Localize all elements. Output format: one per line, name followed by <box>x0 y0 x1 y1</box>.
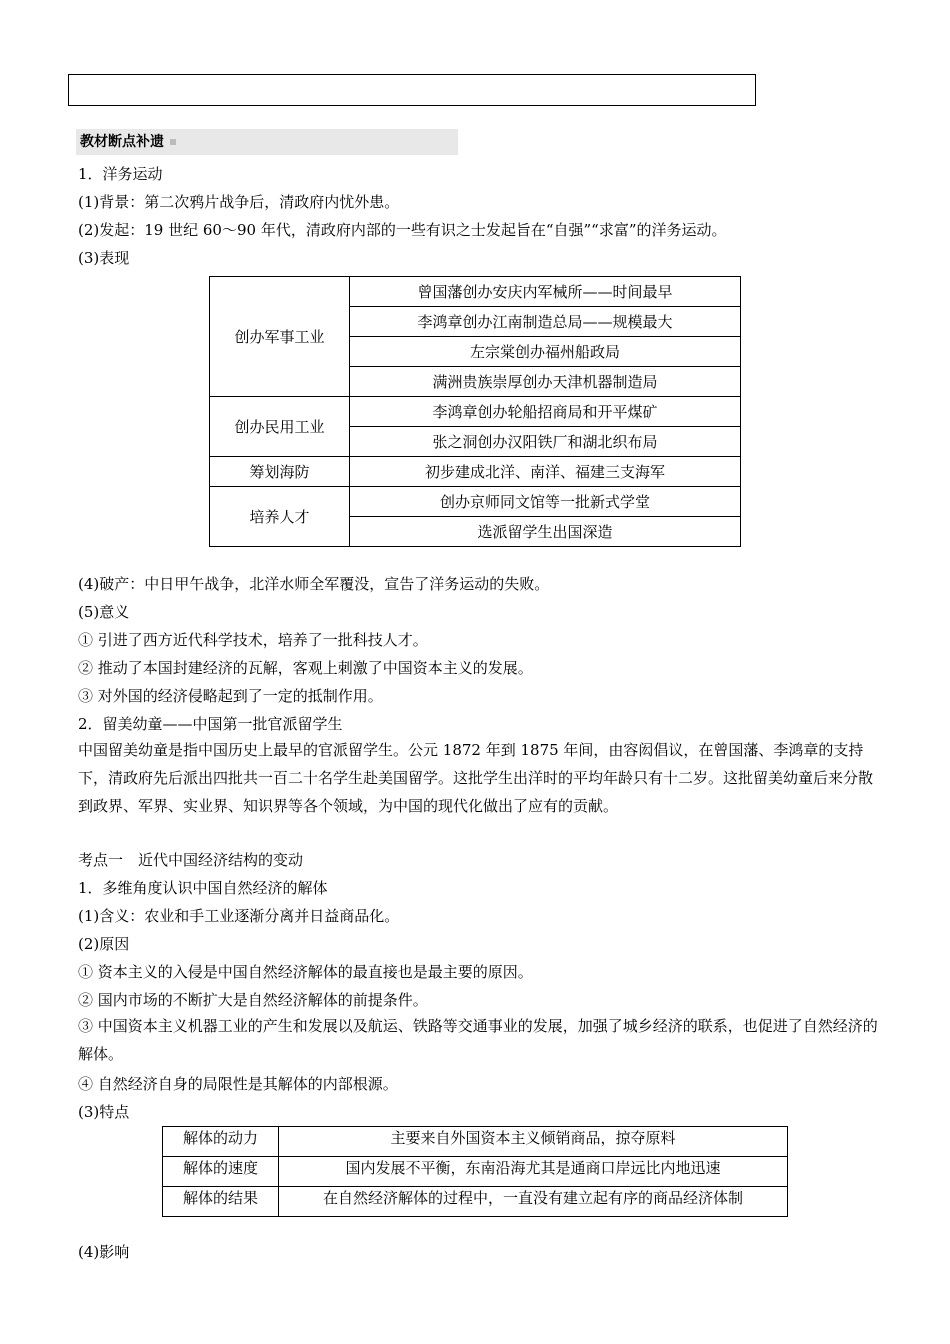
table-cell: 李鸿章创办江南制造总局——规模最大 <box>350 307 741 337</box>
features-table <box>162 1126 788 1217</box>
cell-defense: 筹划海防 <box>210 457 350 487</box>
table-cell: 曾国藩创办安庆内军械所——时间最早 <box>350 277 741 307</box>
table-cell: 在自然经济解体的过程中，一直没有建立起有序的商品经济体制 <box>279 1187 788 1217</box>
cell-military: 创办军事工业 <box>210 277 350 397</box>
manifest-heading: (3)表现 <box>78 249 130 267</box>
table-cell: 解体的速度 <box>163 1157 279 1187</box>
header-box <box>68 74 756 106</box>
table-cell: 满洲贵族崇厚创办天津机器制造局 <box>350 367 741 397</box>
section-title: 教材断点补遗 <box>80 134 164 150</box>
reason-2: ② 国内市场的不断扩大是自然经济解体的前提条件。 <box>78 991 428 1009</box>
table-cell: 解体的动力 <box>163 1127 279 1157</box>
table-cell: 李鸿章创办轮船招商局和开平煤矿 <box>350 397 741 427</box>
features-heading: (3)特点 <box>78 1103 130 1121</box>
reason-4: ④ 自然经济自身的局限性是其解体的内部根源。 <box>78 1075 398 1093</box>
significance-3: ③ 对外国的经济侵略起到了一定的抵制作用。 <box>78 687 383 705</box>
heading-2: 2．留美幼童——中国第一批官派留学生 <box>78 715 343 733</box>
heading-1: 1．洋务运动 <box>78 165 163 183</box>
origin-text: (2)发起：19 世纪 60～90 年代，清政府内部的一些有识之士发起旨在“自强”“求富”的洋务运动。 <box>78 221 727 239</box>
cell-civil: 创办民用工业 <box>210 397 350 457</box>
table-cell: 选派留学生出国深造 <box>350 517 741 547</box>
significance-heading: (5)意义 <box>78 603 130 621</box>
impact-heading: (4)影响 <box>78 1243 130 1261</box>
reason-heading: (2)原因 <box>78 935 130 953</box>
reason-3: ③ 中国资本主义机器工业的产生和发展以及航运、铁路等交通事业的发展，加强了城乡经济的联系，也促进了自然经济的解体。 <box>78 1017 878 1063</box>
westernization-table <box>209 276 741 547</box>
table-cell: 左宗棠创办福州船政局 <box>350 337 741 367</box>
table-cell: 主要来自外国资本主义倾销商品，掠夺原料 <box>279 1127 788 1157</box>
sub-heading-1: 1．多维角度认识中国自然经济的解体 <box>78 879 328 897</box>
square-icon <box>170 139 176 145</box>
significance-1: ① 引进了西方近代科学技术，培养了一批科技人才。 <box>78 631 428 649</box>
significance-2: ② 推动了本国封建经济的瓦解，客观上刺激了中国资本主义的发展。 <box>78 659 533 677</box>
bankruptcy-text: (4)破产：中日甲午战争，北洋水师全军覆没，宣告了洋务运动的失败。 <box>78 575 550 593</box>
students-paragraph: 中国留美幼童是指中国历史上最早的官派留学生。公元 1872 年到 1875 年间，由容闳倡议，在曾国藩、李鸿章的支持下，清政府先后派出四批共一百二十名学生赴美国留学。这批学生出洋时的平均年龄只有十二岁。这批留美幼童后来分散到政界、军界、实业界、知识界等各个领域，为中国的现代化做出了应有的贡献。 <box>78 741 874 815</box>
table-cell: 张之洞创办汉阳铁厂和湖北织布局 <box>350 427 741 457</box>
reason-1: ① 资本主义的入侵是中国自然经济解体的最直接也是最主要的原因。 <box>78 963 533 981</box>
table-cell: 国内发展不平衡，东南沿海尤其是通商口岸远比内地迅速 <box>279 1157 788 1187</box>
table-cell: 创办京师同文馆等一批新式学堂 <box>350 487 741 517</box>
exam-point-heading: 考点一 近代中国经济结构的变动 <box>78 851 304 869</box>
background-text: (1)背景：第二次鸦片战争后，清政府内忧外患。 <box>78 193 400 211</box>
table-cell: 解体的结果 <box>163 1187 279 1217</box>
cell-talent: 培养人才 <box>210 487 350 547</box>
section-heading <box>76 129 458 155</box>
meaning-text: (1)含义：农业和手工业逐渐分离并日益商品化。 <box>78 907 400 925</box>
table-cell: 初步建成北洋、南洋、福建三支海军 <box>350 457 741 487</box>
